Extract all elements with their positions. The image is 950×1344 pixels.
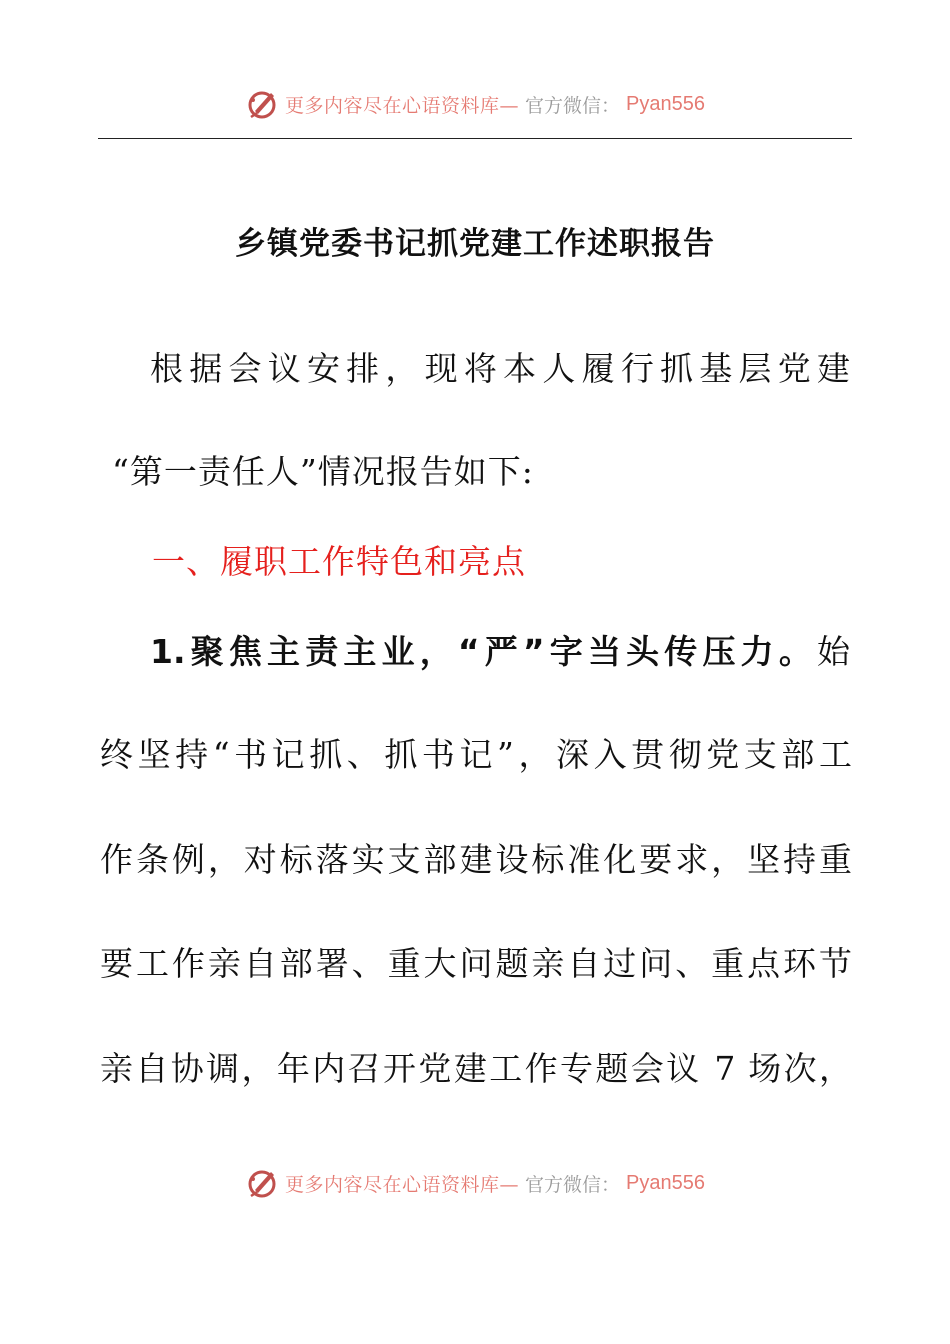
pen-logo-icon: [245, 1166, 279, 1200]
body-line-4: 亲自协调，年内召开党建工作专题会议 7 场次，: [100, 1049, 852, 1088]
section-heading: 一、履职工作特色和亮点: [152, 542, 526, 581]
body-line-2: 作条例，对标落实支部建设标准化要求，坚持重: [100, 840, 852, 879]
intro-line-1: 根据会议安排，现将本人履行抓基层党建: [150, 349, 850, 388]
promo-text: 更多内容尽在心语资料库—: [285, 94, 520, 117]
wechat-label: 官方微信：: [525, 94, 621, 117]
pen-logo-icon: [245, 87, 279, 121]
promo-text: 更多内容尽在心语资料库—: [285, 1173, 520, 1196]
wechat-id: Pyan556: [626, 92, 705, 115]
wechat-id: Pyan556: [626, 1171, 705, 1194]
item-1-first-line: [150, 632, 850, 672]
header-divider: [98, 138, 852, 139]
document-title: 乡镇党委书记抓党建工作述职报告: [235, 226, 715, 262]
body-line-3: 要工作亲自部署、重大问题亲自过问、重点环节: [100, 944, 852, 983]
item-1-lead: 1.聚焦主责主业，“严”字当头传压力。: [150, 632, 817, 671]
body-line-1: 终坚持“书记抓、抓书记”，深入贯彻党支部工: [100, 735, 852, 774]
page-footer-promo: [0, 1163, 950, 1203]
wechat-label: 官方微信：: [525, 1173, 621, 1196]
page-header-promo: [0, 84, 950, 124]
item-1-text-start: 始: [817, 632, 850, 671]
intro-line-2: “第一责任人”情况报告如下:: [112, 452, 534, 491]
